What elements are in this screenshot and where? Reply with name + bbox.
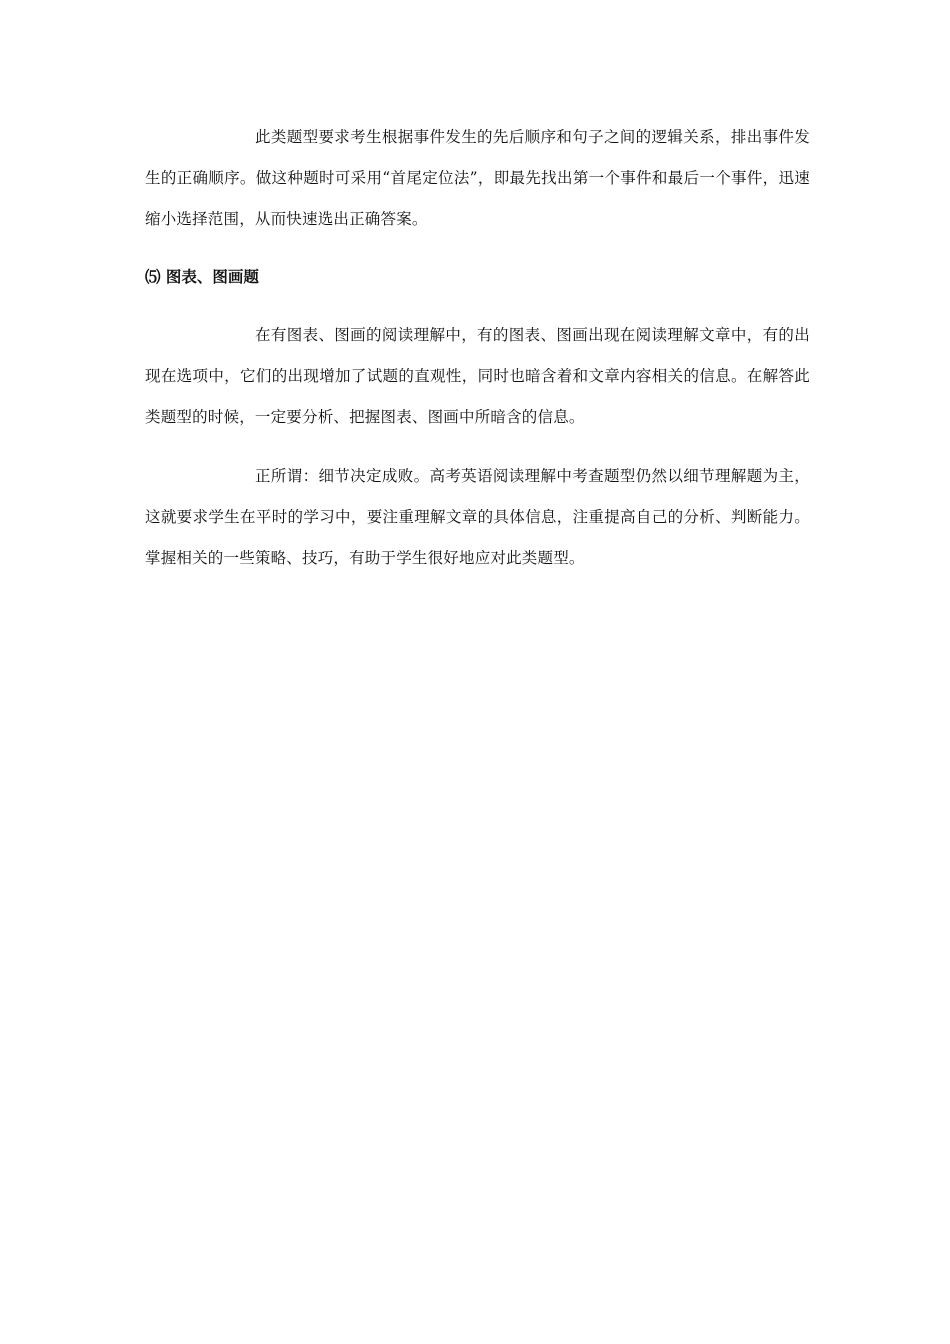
paragraph-charts: 在有图表、图画的阅读理解中，有的图表、图画出现在阅读理解文章中，有的出现在选项中，它们的出现增加了试题的直观性，同时也暗含着和文章内容相关的信息。在解答此类题型的时候，一定要分析、把握图表、图画中所暗含的信息。 [145,326,810,426]
paragraph-sequencing: 此类题型要求考生根据事件发生的先后顺序和句子之间的逻辑关系，排出事件发生的正确顺序。做这种题时可采用“首尾定位法”，即最先找出第一个事件和最后一个事件，迅速缩小选择范围，从而快速选出正确答案。 [145,128,810,228]
paragraph-conclusion: 正所谓：细节决定成败。高考英语阅读理解中考查题型仍然以细节理解题为主，这就要求学生在平时的学习中，要注重理解文章的具体信息，注重提高自己的分析、判断能力。掌握相关的一些策略、技巧，有助于学生很好地应对此类题型。 [145,467,810,567]
section-heading-charts: ⑸ 图表、图画题 [145,268,259,286]
